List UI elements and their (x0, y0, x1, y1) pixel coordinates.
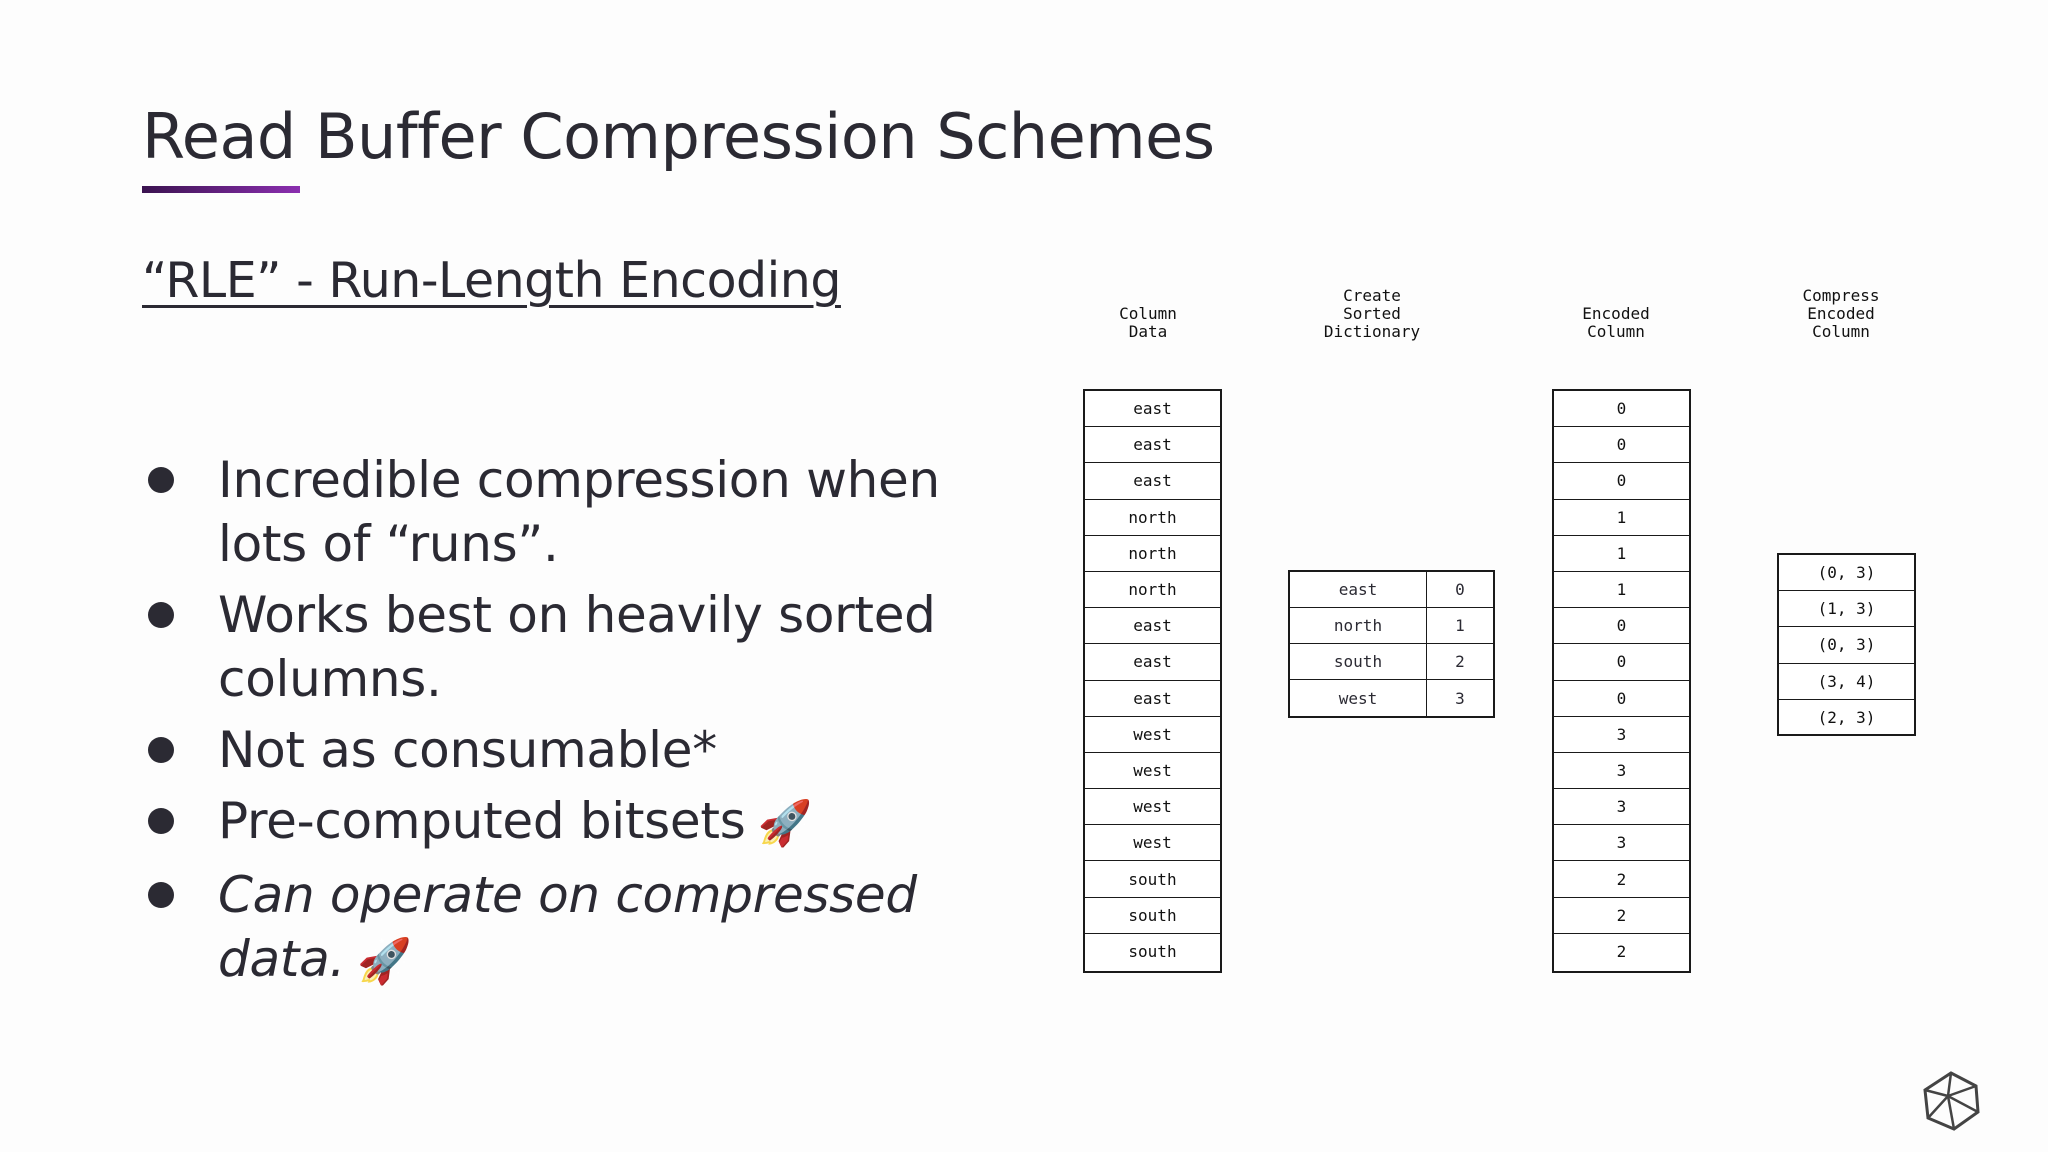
slide-subtitle: “RLE” - Run-Length Encoding (142, 252, 841, 309)
encoded-cell: 0 (1554, 463, 1689, 499)
rocket-icon: 🚀 (357, 936, 412, 987)
encoded-cell: 0 (1554, 681, 1689, 717)
encoded-cell: 3 (1554, 825, 1689, 861)
column-data-cell: west (1085, 717, 1220, 753)
compressed-cell: (0, 3) (1779, 627, 1914, 663)
column-data-header: Column Data (1119, 304, 1177, 341)
title-underline-accent (142, 186, 300, 193)
bullet-dot-icon (148, 882, 174, 908)
column-data-cell: east (1085, 644, 1220, 680)
column-data-cell: east (1085, 681, 1220, 717)
dictionary-row (1290, 680, 1493, 716)
column-data-cell: east (1085, 391, 1220, 427)
encoded-cell: 2 (1616, 942, 1627, 962)
bullet-text: Pre-computed bitsets (218, 792, 746, 850)
compressed-cell: (3, 4) (1779, 664, 1914, 700)
column-data-cell: north (1085, 536, 1220, 572)
dictionary-key: south (1290, 644, 1427, 679)
encoded-cell: 0 (1554, 427, 1689, 463)
dictionary-value: 1 (1455, 616, 1465, 635)
column-data-cell: west (1085, 825, 1220, 861)
dictionary-row (1290, 608, 1493, 644)
encoded-cell: 0 (1554, 391, 1689, 427)
encoded-cell: 3 (1554, 717, 1689, 753)
column-data-cell: south (1085, 898, 1220, 934)
slide-title: Read Buffer Compression Schemes (142, 100, 1215, 173)
bullet-item (142, 863, 938, 994)
column-data-cell: east (1085, 463, 1220, 499)
bullet-dot-icon (148, 808, 174, 834)
column-data-cell: north (1085, 500, 1220, 536)
encoded-cell: 0 (1554, 644, 1689, 680)
column-data-cell: south (1128, 942, 1177, 962)
bullet-list (142, 448, 1042, 1001)
compressed-column-table (1777, 553, 1916, 736)
column-data-cell: west (1085, 753, 1220, 789)
encoded-column-table (1552, 389, 1691, 973)
encoded-cell: 2 (1554, 861, 1689, 897)
sorted-dictionary-table (1288, 570, 1495, 718)
encoded-cell: 1 (1554, 572, 1689, 608)
column-data-table (1083, 389, 1222, 973)
bullet-item (142, 718, 1042, 782)
encoded-cell: 0 (1554, 608, 1689, 644)
encoded-column-header: Encoded Column (1582, 304, 1650, 341)
dictionary-value: 2 (1455, 652, 1465, 671)
dictionary-row (1290, 644, 1493, 680)
compressed-cell: (2, 3) (1817, 708, 1876, 728)
dictionary-row (1290, 572, 1493, 608)
bullet-text: Incredible compression when lots of “runs”. (218, 451, 940, 573)
bullet-text: Works best on heavily sorted columns. (218, 586, 936, 708)
dictionary-header: Create Sorted Dictionary (1323, 286, 1421, 341)
bullet-dot-icon (148, 467, 174, 493)
polyhedron-logo-icon (1920, 1070, 1982, 1132)
column-data-cell: east (1085, 427, 1220, 463)
dictionary-key: west (1290, 680, 1427, 716)
encoded-cell: 3 (1554, 789, 1689, 825)
compressed-cell: (1, 3) (1779, 591, 1914, 627)
bullet-item (142, 448, 1042, 576)
bullet-item (142, 583, 1042, 711)
column-data-cell: south (1085, 861, 1220, 897)
column-data-cell: east (1085, 608, 1220, 644)
encoded-cell: 2 (1554, 898, 1689, 934)
column-data-cell: west (1085, 789, 1220, 825)
dictionary-value: 0 (1455, 580, 1465, 599)
bullet-text: Not as consumable* (218, 721, 717, 779)
encoded-cell: 1 (1554, 500, 1689, 536)
rocket-icon: 🚀 (757, 798, 812, 849)
dictionary-key: east (1290, 572, 1427, 607)
compressed-column-header: Compress Encoded Column (1802, 286, 1880, 341)
bullet-dot-icon (148, 737, 174, 763)
dictionary-value: 3 (1455, 688, 1465, 708)
dictionary-key: north (1290, 608, 1427, 643)
encoded-cell: 1 (1554, 536, 1689, 572)
compressed-cell: (0, 3) (1779, 555, 1914, 591)
bullet-text: Can operate on compressed data. (218, 866, 917, 988)
bullet-dot-icon (148, 602, 174, 628)
column-data-cell: north (1085, 572, 1220, 608)
bullet-item (142, 789, 1042, 856)
encoded-cell: 3 (1554, 753, 1689, 789)
